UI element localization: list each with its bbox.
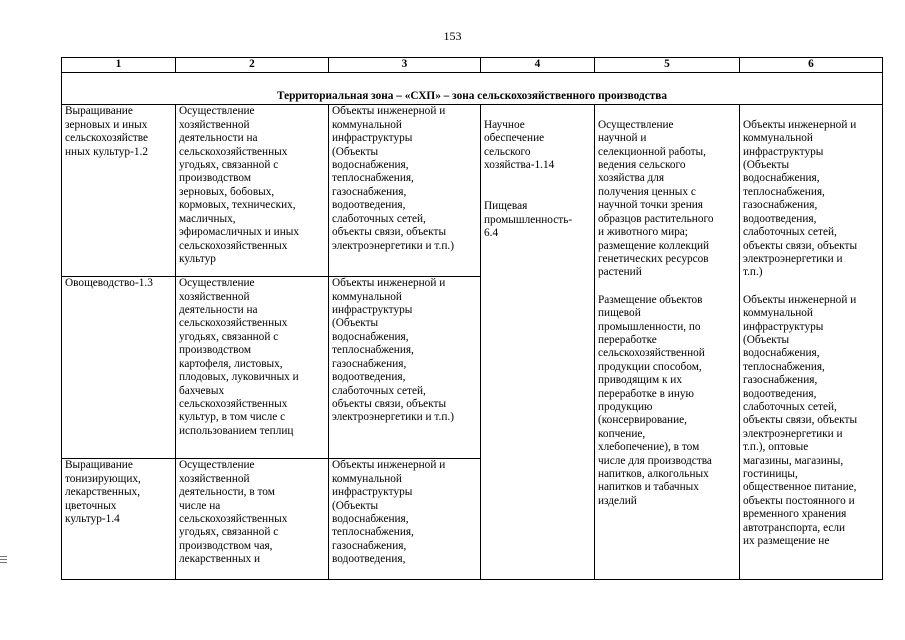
conditional-auxiliary-1: Объекты инженерной и коммунальной инфраструктуры (Объекты водоснабжения, теплоснабжения, газоснабжения, водоотведения, слаботочных сетей, объекты связи, объекты электроэнергетики и т.п.) [743, 118, 858, 279]
use-description-cell: Осуществление хозяйственной деятельности на сельскохозяйственных угодьях, связанной с производством зерновых, бобовых, кормовых, технических, масличных, эфиромасличных и иных сельскохозяйственных культур [176, 105, 329, 277]
use-description-cell: Осуществление хозяйственной деятельности на сельскохозяйственных угодьях, связанной с производством картофеля, листовых, плодовых, луковичных и бахчевых сельскохозяйственных культур, в том числе с использованием теплиц [176, 277, 329, 459]
zone-title-row [62, 72, 883, 105]
column-number: 6 [740, 58, 883, 73]
conditional-use-type-2: Пищевая промышленность- 6.4 [484, 200, 573, 240]
column-number: 1 [62, 58, 176, 73]
use-type-cell: Выращивание тонизирующих, лекарственных, цветочных культур-1.4 [62, 459, 176, 580]
use-type-cell: Выращивание зерновых и иных сельскохозяйстве нных культур-1.2 [62, 105, 176, 277]
page-number: 153 [443, 29, 462, 43]
auxiliary-objects-cell: Объекты инженерной и коммунальной инфраструктуры (Объекты водоснабжения, теплоснабжения, газоснабжения, водоотведения, слаботочных сетей, объекты связи, объекты электроэнергетики и т.п.) [329, 105, 481, 277]
land-use-table [61, 57, 883, 580]
column-number: 5 [595, 58, 740, 73]
column-number: 3 [329, 58, 481, 73]
use-type-cell: Овощеводство-1.3 [62, 277, 176, 459]
auxiliary-objects-cell: Объекты инженерной и коммунальной инфраструктуры (Объекты водоснабжения, теплоснабжения, газоснабжения, водоотведения, слаботочных сетей, объекты связи, объекты электроэнергетики и т.п.) [329, 277, 481, 459]
margin-mark [0, 556, 7, 570]
conditional-use-description-1: Осуществление научной и селекционной работы, ведения сельского хозяйства для получения ценных с научной точки зрения образцов растительного и животного мира; размещение коллекций генетических ресурсов растений [598, 118, 714, 279]
zone-title: Территориальная зона – «СХП» – зона сельскохозяйственного производства [62, 72, 883, 105]
use-description-cell: Осуществление хозяйственной деятельности, в том числе на сельскохозяйственных угодьях, связанной с производством чая, лекарственных и [176, 459, 329, 580]
conditional-use-description-cell [595, 105, 740, 580]
conditional-use-type-1: Научное обеспечение сельского хозяйства-1.14 [484, 118, 555, 172]
conditional-auxiliary-cell [740, 105, 883, 580]
auxiliary-objects-cell: Объекты инженерной и коммунальной инфраструктуры (Объекты водоснабжения, теплоснабжения, газоснабжения, водоотведения, [329, 459, 481, 580]
table-row [62, 105, 883, 277]
conditional-use-type-cell [481, 105, 595, 580]
column-number: 4 [481, 58, 595, 73]
column-number: 2 [176, 58, 329, 73]
column-number-row [62, 58, 883, 73]
conditional-use-description-2: Размещение объектов пищевой промышленности, по переработке сельскохозяйственной продукции способом, приводящим к их переработке в иную продукцию (консервирование, копчение, хлебопечение), в том числе для производства напитков, алкогольных напитков и табачных изделий [598, 293, 712, 507]
conditional-auxiliary-2: Объекты инженерной и коммунальной инфраструктуры (Объекты водоснабжения, теплоснабжения, газоснабжения, водоотведения, слаботочных сетей, объекты связи, объекты электроэнергетики и т.п.), оптовые магазины, магазины, гостиницы, общественное питание, объекты постоянного и временного хранения автотранспорта, если их размещение не [743, 293, 858, 548]
